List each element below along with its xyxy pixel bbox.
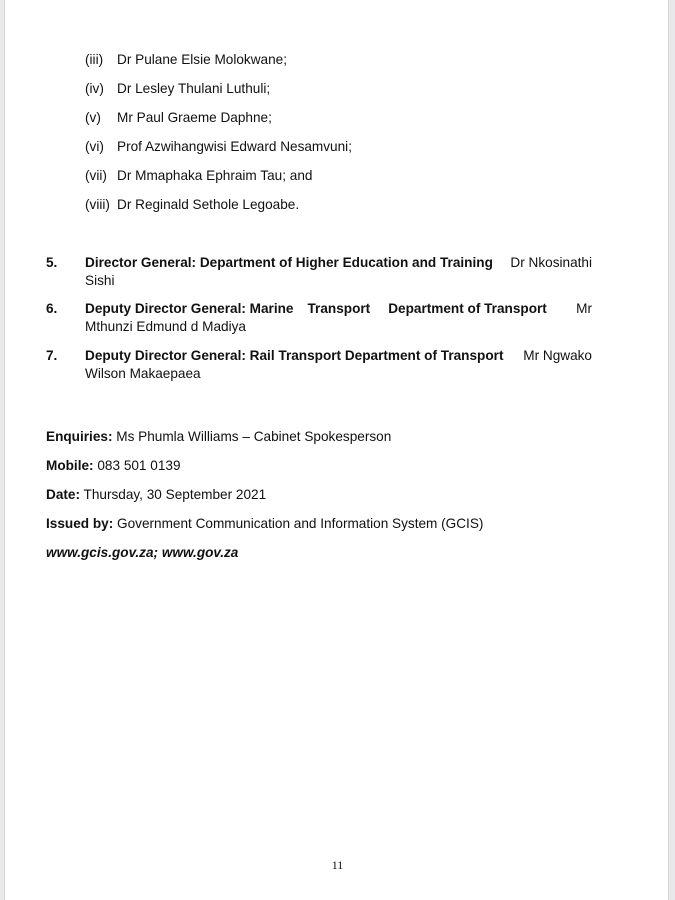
enquiries-line <box>46 428 483 457</box>
nominee-name: Dr Pulane Elsie Molokwane; <box>117 52 288 67</box>
position-part: Deputy Director General: Marine <box>85 301 294 316</box>
appointee-name-continued: Mthunzi Edmund d Madiya <box>85 319 246 334</box>
list-item <box>85 80 352 109</box>
mobile-label: Mobile: <box>46 458 94 473</box>
issued-by-line <box>46 515 483 544</box>
appointment-number: 7. <box>46 348 58 363</box>
document-page <box>4 0 669 900</box>
list-numeral: (iv) <box>85 81 104 96</box>
list-numeral: (viii) <box>85 197 110 212</box>
website-links: www.gcis.gov.za; www.gov.za <box>46 545 239 560</box>
list-item <box>85 196 352 225</box>
appointment-number: 6. <box>46 301 58 316</box>
appointment-number: 5. <box>46 255 58 270</box>
date-line <box>46 486 483 515</box>
contact-details <box>46 428 483 573</box>
page-number: 11 <box>331 858 344 872</box>
websites-line <box>46 544 483 573</box>
list-numeral: (iii) <box>85 52 104 67</box>
list-numeral: (vii) <box>85 168 107 183</box>
nominee-name: Prof Azwihangwisi Edward Nesamvuni; <box>117 139 352 154</box>
nominee-name: Dr Lesley Thulani Luthuli; <box>117 81 271 96</box>
mobile-value: 083 501 0139 <box>97 458 181 473</box>
appointee-name-continued: Wilson Makaepaea <box>85 366 201 381</box>
appointment-position <box>85 300 547 318</box>
list-item <box>85 138 352 167</box>
list-item <box>85 167 352 196</box>
list-numeral: (v) <box>85 110 101 125</box>
appointment-item-7 <box>46 347 592 383</box>
issued-by-value: Government Communication and Information System (GCIS) <box>117 516 484 531</box>
appointment-item-5 <box>46 254 592 290</box>
list-item <box>85 51 352 80</box>
appointment-item-6 <box>46 300 592 336</box>
mobile-line <box>46 457 483 486</box>
nominee-name: Mr Paul Graeme Daphne; <box>117 110 272 125</box>
appointee-name: Dr Nkosinathi <box>510 255 592 270</box>
nominee-name: Dr Reginald Sethole Legoabe. <box>117 197 300 212</box>
list-numeral: (vi) <box>85 139 104 154</box>
appointee-name-continued: Sishi <box>85 273 115 288</box>
enquiries-label: Enquiries: <box>46 429 113 444</box>
position-part: Transport <box>307 301 371 316</box>
appointee-name: Mr <box>576 301 592 316</box>
appointment-position: Deputy Director General: Rail Transport Department of Transport <box>85 348 504 363</box>
date-value: Thursday, 30 September 2021 <box>83 487 267 502</box>
nominee-name: Dr Mmaphaka Ephraim Tau; and <box>117 168 313 183</box>
issued-by-label: Issued by: <box>46 516 114 531</box>
position-part: Department of Transport <box>388 301 547 316</box>
enquiries-value: Ms Phumla Williams – Cabinet Spokesperson <box>116 429 392 444</box>
appointee-name: Mr Ngwako <box>523 348 592 363</box>
appointment-position: Director General: Department of Higher Education and Training <box>85 255 493 270</box>
nominee-list <box>85 51 352 225</box>
date-label: Date: <box>46 487 80 502</box>
list-item <box>85 109 352 138</box>
